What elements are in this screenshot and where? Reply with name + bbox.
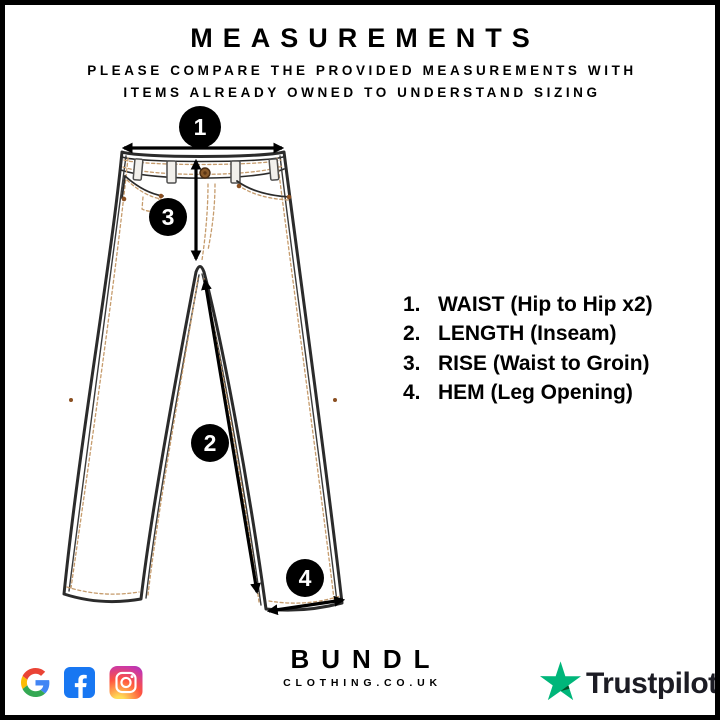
social-icons [21,664,143,700]
marker-2 [191,424,229,462]
brand-name: BUNDL [290,644,442,674]
legend-item-waist [403,290,653,320]
legend-label: WAIST (Hip to Hip x2) [438,292,653,316]
facebook-icon[interactable] [64,667,95,698]
legend-item-length [403,320,653,350]
subtitle [0,60,720,103]
marker-4 [286,559,324,597]
instagram-icon[interactable] [109,666,143,699]
marker-1 [179,106,221,148]
page-title: MEASUREMENTS [190,23,540,53]
legend-label: RISE (Waist to Groin) [438,351,650,375]
svg-text:4: 4 [298,565,312,591]
trustpilot-logo[interactable] [540,661,718,705]
legend-label: LENGTH (Inseam) [438,322,617,346]
legend-number: 3. [403,351,421,375]
brand-domain: CLOTHING.CO.UK [283,677,442,689]
jeans-diagram [40,100,360,628]
google-icon[interactable] [21,668,50,697]
measurement-legend [403,290,653,408]
trustpilot-star-icon [540,661,581,706]
trustpilot-wordmark: Trustpilot [586,667,718,700]
legend-item-hem [403,379,653,409]
marker-3 [149,198,187,236]
svg-text:1: 1 [193,114,207,140]
brand-logo [260,644,460,689]
legend-number: 4. [403,381,421,405]
header [0,22,720,103]
legend-item-rise [403,349,653,379]
legend-label: HEM (Leg Opening) [438,381,633,405]
legend-number: 1. [403,292,421,316]
jeans-drawing [64,152,342,610]
legend-number: 2. [403,322,421,346]
svg-text:3: 3 [161,204,175,230]
subtitle-line-1: PLEASE COMPARE THE PROVIDED MEASUREMENTS WITH [87,63,637,79]
svg-text:2: 2 [203,430,217,456]
subtitle-line-2: ITEMS ALREADY OWNED TO UNDERSTAND SIZING [123,84,601,100]
